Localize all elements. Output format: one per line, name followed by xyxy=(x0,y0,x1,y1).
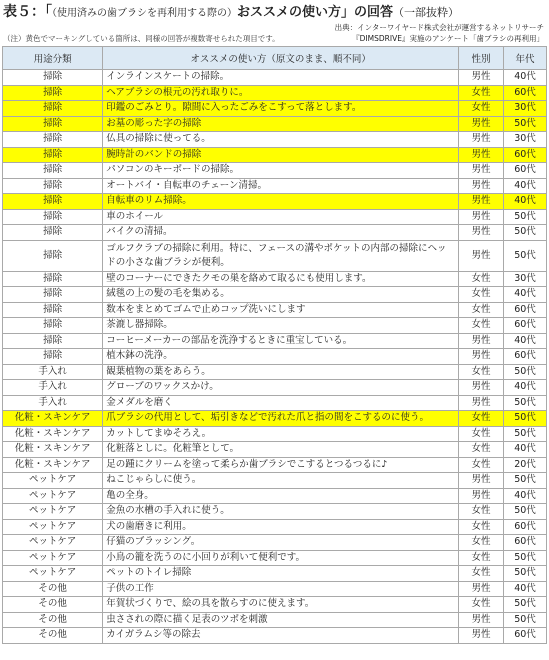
cell-gender: 女性 xyxy=(459,442,504,458)
cell-category: 掃除 xyxy=(3,287,103,303)
cell-usage: 子供の工作 xyxy=(103,581,459,597)
cell-age: 50代 xyxy=(504,612,547,628)
cell-age: 50代 xyxy=(504,364,547,380)
cell-gender: 女性 xyxy=(459,287,504,303)
cell-age: 60代 xyxy=(504,349,547,365)
cell-usage: お墓の彫った字の掃除 xyxy=(103,116,459,132)
cell-category: その他 xyxy=(3,581,103,597)
header-usage: オススメの使い方（原文のまま、順不同） xyxy=(103,47,459,70)
cell-gender: 男性 xyxy=(459,225,504,241)
cell-category: 掃除 xyxy=(3,147,103,163)
table-body xyxy=(3,70,547,644)
source-credit xyxy=(335,22,544,44)
cell-age: 60代 xyxy=(504,318,547,334)
cell-category: 化粧・スキンケア xyxy=(3,411,103,427)
cell-age: 40代 xyxy=(504,333,547,349)
cell-usage: 足の踵にクリームを塗って柔らか歯ブラシでこするとつるつるに♪ xyxy=(103,457,459,473)
table-row xyxy=(3,473,547,489)
title-main: おススメの使い方」の回答 xyxy=(237,5,394,20)
cell-usage: ゴルフクラブの掃除に利用。特に、フェースの溝やポケットの内部の掃除にヘッドの小さな歯ブラシが便利。 xyxy=(103,240,459,271)
cell-usage: 小鳥の籠を洗うのに小回りが利いて便利です。 xyxy=(103,550,459,566)
table-row xyxy=(3,488,547,504)
cell-usage: カイガラムシ等の除去 xyxy=(103,628,459,644)
cell-usage: グローブのワックスかけ。 xyxy=(103,380,459,396)
cell-category: 化粧・スキンケア xyxy=(3,442,103,458)
cell-gender: 男性 xyxy=(459,163,504,179)
cell-usage: カットしてまゆそろえ。 xyxy=(103,426,459,442)
cell-usage: 植木鉢の洗浄。 xyxy=(103,349,459,365)
cell-category: 掃除 xyxy=(3,302,103,318)
cell-age: 50代 xyxy=(504,504,547,520)
source-line-1: 出典：インターワイヤード株式会社が運営するネットリサーチ xyxy=(334,23,544,32)
header-gender: 性別 xyxy=(459,47,504,70)
cell-category: 掃除 xyxy=(3,240,103,271)
table-title xyxy=(3,1,548,21)
cell-gender: 女性 xyxy=(459,85,504,101)
cell-usage: 化粧落としに。化粧筆として。 xyxy=(103,442,459,458)
cell-usage: コーヒーメーカーの部品を洗浄するときに重宝している。 xyxy=(103,333,459,349)
cell-usage: 自転車のリム掃除。 xyxy=(103,194,459,210)
cell-category: その他 xyxy=(3,628,103,644)
table-row xyxy=(3,85,547,101)
cell-usage: パソコンのキーボードの掃除。 xyxy=(103,163,459,179)
cell-usage: インラインスケートの掃除。 xyxy=(103,70,459,86)
table-row xyxy=(3,318,547,334)
cell-age: 50代 xyxy=(504,597,547,613)
cell-gender: 男性 xyxy=(459,349,504,365)
table-row xyxy=(3,209,547,225)
table-row xyxy=(3,597,547,613)
cell-gender: 男性 xyxy=(459,395,504,411)
cell-gender: 男性 xyxy=(459,116,504,132)
table-row xyxy=(3,457,547,473)
cell-usage: 犬の歯磨きに利用。 xyxy=(103,519,459,535)
source-line-2: 『DIMSDRIVE』実施のアンケート「歯ブラシの再利用」 xyxy=(352,34,544,43)
cell-gender: 女性 xyxy=(459,519,504,535)
cell-category: 掃除 xyxy=(3,101,103,117)
cell-gender: 男性 xyxy=(459,194,504,210)
cell-age: 50代 xyxy=(504,411,547,427)
cell-gender: 女性 xyxy=(459,550,504,566)
cell-gender: 女性 xyxy=(459,101,504,117)
table-row xyxy=(3,504,547,520)
cell-age: 30代 xyxy=(504,101,547,117)
cell-age: 60代 xyxy=(504,628,547,644)
cell-category: ペットケア xyxy=(3,488,103,504)
table-row xyxy=(3,380,547,396)
cell-age: 50代 xyxy=(504,566,547,582)
cell-age: 50代 xyxy=(504,426,547,442)
cell-category: 掃除 xyxy=(3,333,103,349)
cell-gender: 男性 xyxy=(459,70,504,86)
cell-age: 60代 xyxy=(504,163,547,179)
table-row xyxy=(3,349,547,365)
cell-usage: 数本をまとめてゴムで止めコップ洗いにします xyxy=(103,302,459,318)
cell-gender: 女性 xyxy=(459,411,504,427)
cell-usage: ヘアブラシの根元の汚れ取りに。 xyxy=(103,85,459,101)
table-row xyxy=(3,550,547,566)
cell-category: ペットケア xyxy=(3,519,103,535)
title-qualifier: （使用済みの歯ブラシを再利用する際の） xyxy=(52,8,237,19)
cell-age: 30代 xyxy=(504,271,547,287)
cell-usage: 年賀状づくりで、絵の具を散らすのに使えます。 xyxy=(103,597,459,613)
cell-age: 50代 xyxy=(504,225,547,241)
table-row xyxy=(3,178,547,194)
cell-usage: 仏具の掃除に使ってる。 xyxy=(103,132,459,148)
cell-category: ペットケア xyxy=(3,535,103,551)
cell-usage: バイクの清掃。 xyxy=(103,225,459,241)
cell-usage: ペットのトイレ掃除 xyxy=(103,566,459,582)
table-row xyxy=(3,612,547,628)
cell-usage: 爪ブラシの代用として、垢引きなどで汚れた爪と指の間をこするのに使う。 xyxy=(103,411,459,427)
cell-gender: 女性 xyxy=(459,364,504,380)
cell-gender: 女性 xyxy=(459,457,504,473)
cell-gender: 男性 xyxy=(459,178,504,194)
cell-category: 手入れ xyxy=(3,380,103,396)
cell-gender: 男性 xyxy=(459,628,504,644)
table-row xyxy=(3,581,547,597)
cell-age: 30代 xyxy=(504,132,547,148)
cell-category: 掃除 xyxy=(3,163,103,179)
cell-age: 60代 xyxy=(504,302,547,318)
cell-category: 掃除 xyxy=(3,70,103,86)
cell-category: その他 xyxy=(3,612,103,628)
cell-age: 40代 xyxy=(504,287,547,303)
cell-gender: 男性 xyxy=(459,612,504,628)
cell-category: 掃除 xyxy=(3,271,103,287)
cell-gender: 女性 xyxy=(459,535,504,551)
table-row xyxy=(3,411,547,427)
table-header-row xyxy=(3,47,547,70)
table-row xyxy=(3,442,547,458)
cell-gender: 男性 xyxy=(459,209,504,225)
cell-category: 掃除 xyxy=(3,132,103,148)
cell-category: 掃除 xyxy=(3,194,103,210)
cell-age: 60代 xyxy=(504,519,547,535)
table-row xyxy=(3,519,547,535)
cell-gender: 男性 xyxy=(459,581,504,597)
cell-category: ペットケア xyxy=(3,473,103,489)
table-row xyxy=(3,628,547,644)
table-row xyxy=(3,426,547,442)
cell-age: 60代 xyxy=(504,85,547,101)
cell-age: 20代 xyxy=(504,457,547,473)
header-category: 用途分類 xyxy=(3,47,103,70)
cell-age: 40代 xyxy=(504,581,547,597)
responses-table xyxy=(2,46,547,644)
cell-usage: 虫さされの際に描く足表のツボを刺激 xyxy=(103,612,459,628)
cell-usage: 車のホイール xyxy=(103,209,459,225)
cell-age: 40代 xyxy=(504,380,547,396)
cell-gender: 男性 xyxy=(459,488,504,504)
table-row xyxy=(3,271,547,287)
cell-category: 掃除 xyxy=(3,225,103,241)
cell-gender: 女性 xyxy=(459,271,504,287)
cell-age: 50代 xyxy=(504,116,547,132)
cell-category: 掃除 xyxy=(3,349,103,365)
cell-category: 掃除 xyxy=(3,116,103,132)
cell-gender: 女性 xyxy=(459,318,504,334)
cell-usage: オートバイ・自転車のチェーン清掃。 xyxy=(103,178,459,194)
table-row xyxy=(3,333,547,349)
cell-category: 化粧・スキンケア xyxy=(3,457,103,473)
table-row xyxy=(3,566,547,582)
cell-age: 50代 xyxy=(504,550,547,566)
table-row xyxy=(3,535,547,551)
cell-usage: 金魚の水槽の手入れに使う。 xyxy=(103,504,459,520)
cell-category: ペットケア xyxy=(3,566,103,582)
cell-age: 40代 xyxy=(504,194,547,210)
cell-gender: 男性 xyxy=(459,473,504,489)
cell-gender: 女性 xyxy=(459,566,504,582)
cell-age: 60代 xyxy=(504,535,547,551)
cell-usage: 絨毯の上の髪の毛を集める。 xyxy=(103,287,459,303)
cell-age: 40代 xyxy=(504,178,547,194)
cell-usage: 茶漉し器掃除。 xyxy=(103,318,459,334)
table-row xyxy=(3,116,547,132)
cell-gender: 女性 xyxy=(459,426,504,442)
cell-category: 掃除 xyxy=(3,209,103,225)
table-row xyxy=(3,240,547,271)
table-row xyxy=(3,364,547,380)
cell-category: ペットケア xyxy=(3,550,103,566)
table-row xyxy=(3,395,547,411)
cell-gender: 女性 xyxy=(459,302,504,318)
cell-category: 掃除 xyxy=(3,178,103,194)
table-row xyxy=(3,101,547,117)
table-row xyxy=(3,287,547,303)
cell-gender: 女性 xyxy=(459,597,504,613)
cell-gender: 男性 xyxy=(459,333,504,349)
cell-category: 化粧・スキンケア xyxy=(3,426,103,442)
highlight-note: （注）黄色でマーキングしている箇所は、同様の回答が複数寄せられた項目です。 xyxy=(3,34,280,43)
table-row xyxy=(3,225,547,241)
cell-usage: 金メダルを磨く xyxy=(103,395,459,411)
cell-gender: 男性 xyxy=(459,240,504,271)
cell-category: 掃除 xyxy=(3,318,103,334)
table-row xyxy=(3,302,547,318)
cell-age: 50代 xyxy=(504,209,547,225)
cell-age: 40代 xyxy=(504,70,547,86)
cell-category: ペットケア xyxy=(3,504,103,520)
table-row xyxy=(3,70,547,86)
cell-age: 40代 xyxy=(504,442,547,458)
cell-category: その他 xyxy=(3,597,103,613)
cell-usage: ねこじゃらしに使う。 xyxy=(103,473,459,489)
cell-usage: 仔猫のブラッシング。 xyxy=(103,535,459,551)
cell-category: 掃除 xyxy=(3,85,103,101)
header-age: 年代 xyxy=(504,47,547,70)
cell-gender: 女性 xyxy=(459,504,504,520)
cell-age: 40代 xyxy=(504,488,547,504)
cell-gender: 男性 xyxy=(459,147,504,163)
cell-usage: 亀の全身。 xyxy=(103,488,459,504)
cell-gender: 男性 xyxy=(459,132,504,148)
cell-category: 手入れ xyxy=(3,364,103,380)
table-row xyxy=(3,163,547,179)
cell-usage: 腕時計のバンドの掃除 xyxy=(103,147,459,163)
title-suffix: （一部抜粋） xyxy=(393,6,460,19)
cell-usage: 壁のコーナーにできたクモの巣を絡めて取るにも使用します。 xyxy=(103,271,459,287)
cell-gender: 男性 xyxy=(459,380,504,396)
cell-age: 50代 xyxy=(504,473,547,489)
cell-age: 60代 xyxy=(504,147,547,163)
cell-category: 手入れ xyxy=(3,395,103,411)
title-prefix: 表５：「 xyxy=(3,4,52,20)
table-row xyxy=(3,132,547,148)
table-row xyxy=(3,147,547,163)
table-row xyxy=(3,194,547,210)
cell-age: 50代 xyxy=(504,240,547,271)
cell-age: 50代 xyxy=(504,395,547,411)
cell-usage: 印鑑のごみとり。隙間に入ったごみをこすって落とします。 xyxy=(103,101,459,117)
cell-usage: 観葉植物の葉をあらう。 xyxy=(103,364,459,380)
